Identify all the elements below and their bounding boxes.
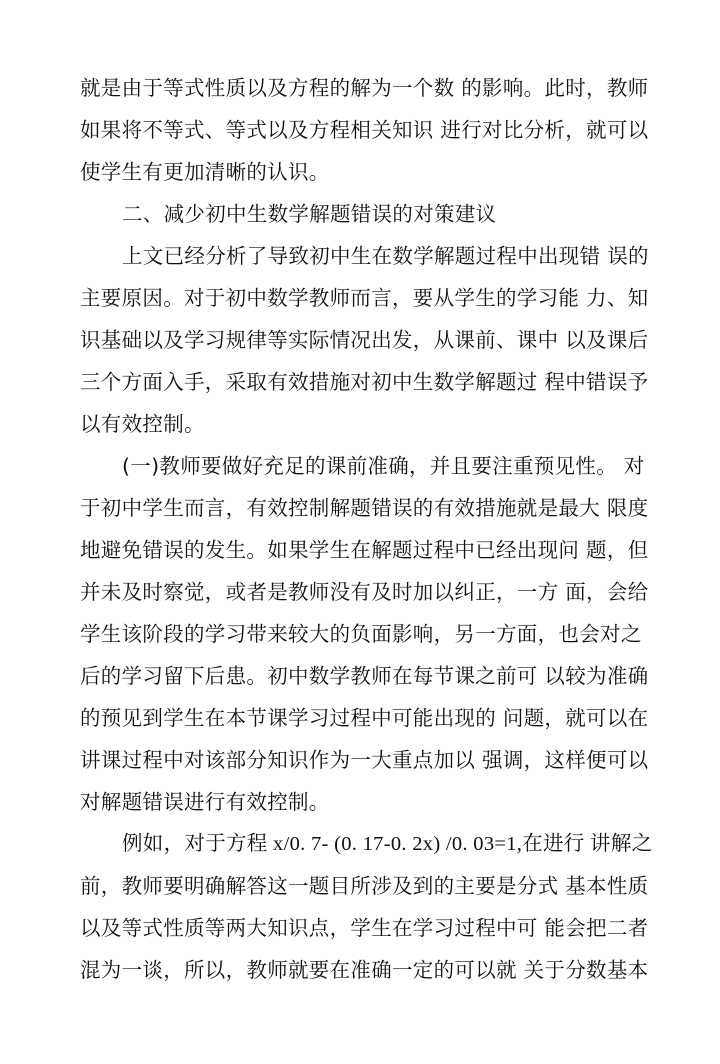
paragraph-line-6: 主要原因。对于初中数学教师而言，要从学生的学习能 力、知 xyxy=(80,286,649,310)
paragraph-line-15: 后的学习留下后患。初中数学教师在每节课之前可 以较为准确 xyxy=(80,664,649,688)
paragraph-line-7: 识基础以及学习规律等实际情况出发，从课前、课中 以及课后 xyxy=(80,328,649,352)
paragraph-line-13: 并未及时察觉，或者是教师没有及时加以纠正，一方 面，会给 xyxy=(80,580,649,604)
paragraph-line-1: 就是由于等式性质以及方程的解为一个数 的影响。此时，教师 xyxy=(80,76,649,100)
subsection-line: (一)教师要做好充足的课前准确，并且要注重预见性。 对 xyxy=(122,454,645,478)
paragraph-line-8: 三个方面入手，采取有效措施对初中生数学解题过 程中错误予 xyxy=(80,370,649,394)
example-line: 例如，对于方程 x/0. 7- (0. 17-0. 2x) /0. 03=1,在进行 讲解之 xyxy=(122,833,653,855)
paragraph-line-16: 的预见到学生在本节课学习过程中可能出现的 问题，就可以在 xyxy=(80,706,649,730)
paragraph-line-22: 混为一谈，所以，教师就要在准确一定的可以就 关于分数基本 xyxy=(80,958,649,982)
paragraph-line-11: 于初中学生而言，有效控制解题错误的有效措施就是最大 限度 xyxy=(80,496,649,520)
paragraph-line-20: 前，教师要明确解答这一题目所涉及到的主要是分式 基本性质 xyxy=(80,874,649,898)
section-heading: 二、减少初中生数学解题错误的对策建议 xyxy=(122,202,497,226)
paragraph-line-12: 地避免错误的发生。如果学生在解题过程中已经出现问 题，但 xyxy=(80,538,649,562)
paragraph-line-5: 上文已经分析了导致初中生在数学解题过程中出现错 误的 xyxy=(122,244,649,268)
paragraph-line-18: 对解题错误进行有效控制。 xyxy=(80,790,330,814)
paragraph-line-21: 以及等式性质等两大知识点，学生在学习过程中可 能会把二者 xyxy=(80,916,649,940)
paragraph-line-9: 以有效控制。 xyxy=(80,412,205,436)
paragraph-line-3: 使学生有更加清晰的认识。 xyxy=(80,160,330,184)
paragraph-line-2: 如果将不等式、等式以及方程相关知识 进行对比分析，就可以 xyxy=(80,118,649,142)
paragraph-line-14: 学生该阶段的学习带来较大的负面影响，另一方面，也会对之 xyxy=(80,622,642,646)
paragraph-line-17: 讲课过程中对该部分知识作为一大重点加以 强调，这样便可以 xyxy=(80,748,649,772)
